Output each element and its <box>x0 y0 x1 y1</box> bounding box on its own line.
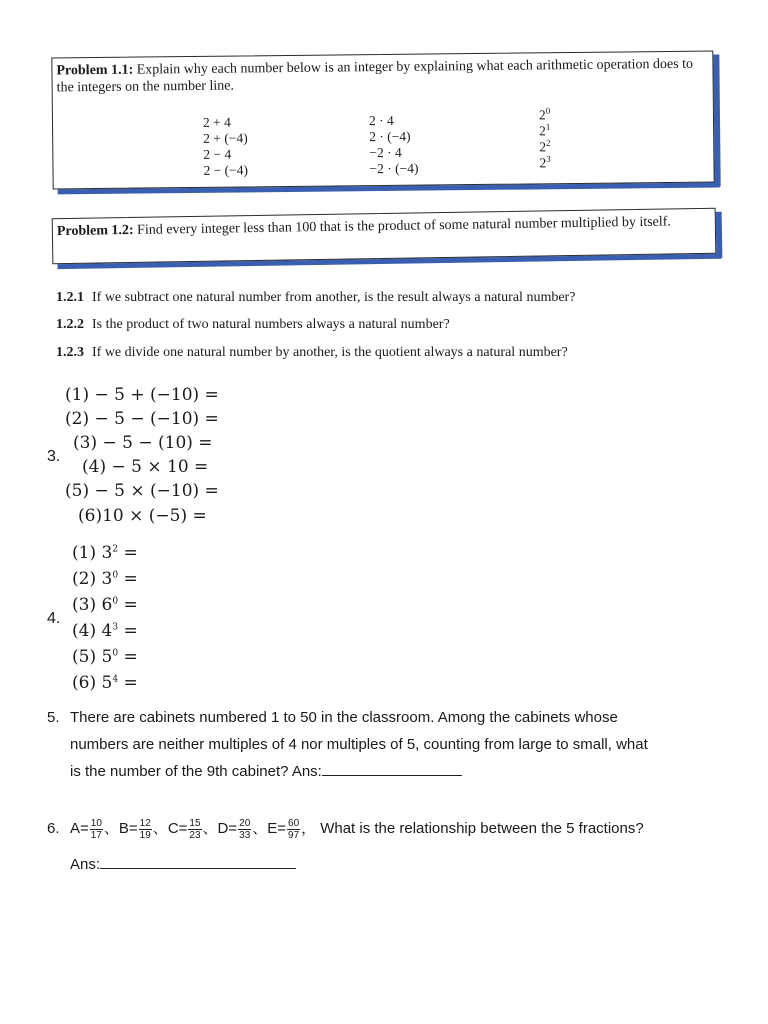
question-5-line-2: numbers are neither multiples of 4 nor multiples of 5, counting from large to small, what <box>70 736 648 753</box>
q3-line-1: (1) − 5 + (−10) = <box>65 385 219 405</box>
q4-item-1: (1) $3^2$ = <box>72 543 138 563</box>
power-expression: $2^0$ <box>538 105 551 123</box>
expression: 2 − 4 <box>203 146 232 162</box>
question-4-number: 4. <box>47 610 61 627</box>
expression: 2 − (−4) <box>203 162 249 178</box>
problem-1-1-col-powers <box>539 107 551 171</box>
power-expression: $2^2$ <box>539 137 551 155</box>
problem-1-2-text <box>57 213 709 240</box>
problem-1-2-label: Problem 1.2: <box>56 222 134 240</box>
expression: 2 + 4 <box>202 114 231 130</box>
question-6-text: What is the relationship between the 5 fractions? <box>320 820 644 837</box>
q3-line-5: (5) − 5 × (−10) = <box>65 481 219 501</box>
q4-item-3: (3) $6^0$ = <box>72 595 138 615</box>
q3-line-3: (3) − 5 − (10) = <box>73 433 213 453</box>
expression: 2 · (−4) <box>369 128 411 145</box>
fraction-b: B= $\frac{12}{19}$ 、 <box>118 817 168 841</box>
power-expression: $2^3$ <box>539 153 551 171</box>
question-5-number: 5. <box>47 709 60 726</box>
problem-1-1-col-products <box>369 113 419 178</box>
expression: −2 · (−4) <box>369 160 419 177</box>
q4-item-6: (6) $5^4$ = <box>72 673 138 693</box>
question-3-number: 3. <box>47 448 61 465</box>
answer-blank[interactable] <box>100 854 296 869</box>
problem-1-1-label: Problem 1.1: <box>56 62 134 79</box>
subquestion-1-2-3: 1.2.3 If we divide one natural number by another, is the quotient always a natural number? <box>56 345 568 360</box>
fraction-c: C= $\frac{15}{23}$ 、 <box>167 817 218 841</box>
q3-line-6: (6)10 × (−5) = <box>78 506 207 526</box>
q3-line-2: (2) − 5 − (−10) = <box>65 409 219 429</box>
q4-item-5: (5) $5^0$ = <box>72 647 138 667</box>
expression: 2 + (−4) <box>203 130 248 146</box>
problem-1-1-text <box>56 56 706 97</box>
fraction-e: E= $\frac{60}{97}$ ， <box>267 817 317 841</box>
problem-1-2-statement: Find every integer less than 100 that is the product of some natural number multiplied by itself. <box>136 214 672 238</box>
q4-item-4: (4) $4^3$ = <box>72 621 138 641</box>
q4-item-2: (2) $3^0$ = <box>72 569 138 589</box>
problem-1-1-col-sums <box>203 114 248 178</box>
question-6-answer-line: Ans: <box>70 851 296 878</box>
question-5-line-3: is the number of the 9th cabinet? Ans: <box>70 758 462 785</box>
problem-1-1-box <box>51 51 714 190</box>
question-5-line-1: There are cabinets numbered 1 to 50 in the classroom. Among the cabinets whose <box>70 709 618 726</box>
question-6-fractions <box>70 815 644 842</box>
problem-1-2-box <box>52 208 717 264</box>
question-6-number: 6. <box>47 820 60 837</box>
power-expression: $2^1$ <box>539 121 551 139</box>
expression: 2 · 4 <box>368 112 394 129</box>
fraction-a: A= $\frac{10}{17}$ 、 <box>70 817 119 841</box>
expression: −2 · 4 <box>369 144 402 161</box>
subquestion-1-2-2: 1.2.2 Is the product of two natural numbers always a natural number? <box>56 317 450 332</box>
problem-1-1-statement: Explain why each number below is an integer by explaining what each arithmetic operation does to the integers on the number line. <box>56 56 694 96</box>
q3-line-4: (4) − 5 × 10 = <box>82 457 209 477</box>
subquestion-1-2-1: 1.2.1 If we subtract one natural number from another, is the result always a natural number? <box>56 290 576 305</box>
fraction-d: D= $\frac{20}{33}$ 、 <box>217 817 268 841</box>
answer-blank[interactable] <box>322 761 462 776</box>
